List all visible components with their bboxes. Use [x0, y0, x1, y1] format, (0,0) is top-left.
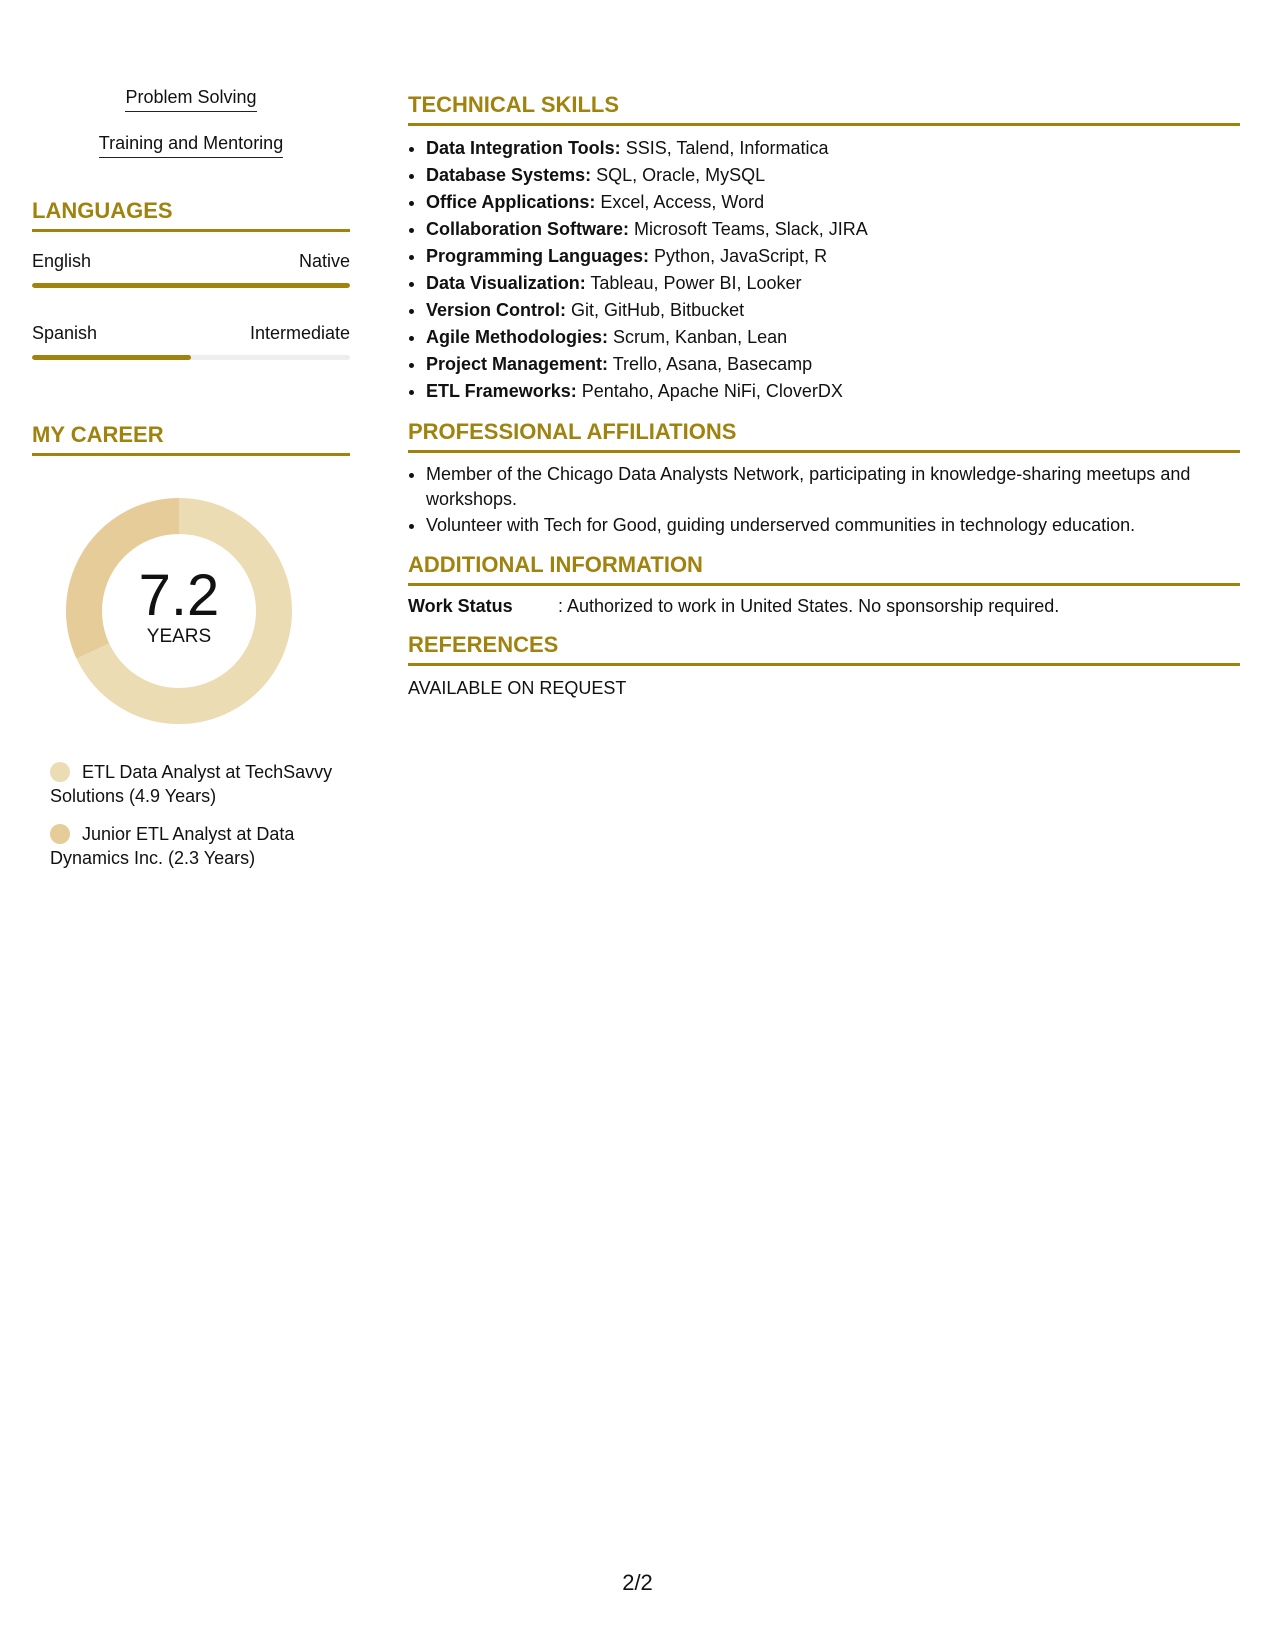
skill-category: Data Visualization:	[426, 273, 586, 293]
affiliations-heading: PROFESSIONAL AFFILIATIONS	[408, 419, 1240, 453]
career-legend	[50, 760, 340, 870]
skill-item	[426, 297, 1240, 324]
skill-values: Pentaho, Apache NiFi, CloverDX	[581, 381, 843, 401]
skill-item	[426, 162, 1240, 189]
references-heading: REFERENCES	[408, 632, 1240, 666]
info-key: Work Status	[408, 596, 513, 616]
language-level: Native	[298, 251, 350, 271]
language-proficiency-fill	[32, 355, 191, 360]
skill-item	[426, 351, 1240, 378]
language-proficiency-fill	[32, 283, 350, 288]
skill-category: Collaboration Software:	[426, 219, 630, 239]
affiliations-list	[408, 462, 1240, 538]
skill-item	[426, 270, 1240, 297]
affiliation-item: • Member of the Chicago Data Analysts Network, participating in knowledge-sharing meetups and workshops.	[426, 462, 1240, 512]
skill-values: SQL, Oracle, MySQL	[596, 165, 766, 185]
language-level: Intermediate	[249, 323, 350, 343]
legend-dot-icon	[50, 824, 70, 844]
info-row	[408, 594, 1240, 618]
languages-heading: LANGUAGES	[32, 198, 350, 232]
career-total-value: 7.2	[138, 563, 220, 628]
skill-category: Database Systems:	[426, 165, 592, 185]
skill-category: Project Management:	[426, 354, 609, 374]
info-value: : Authorized to work in United States. No sponsorship required.	[558, 596, 1060, 616]
skill-category: Version Control:	[426, 300, 567, 320]
technical-skills-list	[408, 135, 1240, 405]
skill-category: Programming Languages:	[426, 246, 650, 266]
language-name: English	[32, 251, 92, 271]
right-column	[408, 92, 1240, 700]
skill-category: Office Applications:	[426, 192, 596, 212]
language-item	[32, 322, 350, 360]
skill-values: SSIS, Talend, Informatica	[625, 138, 829, 158]
skill-item	[426, 189, 1240, 216]
language-item	[32, 250, 350, 288]
skill-values: Scrum, Kanban, Lean	[613, 327, 788, 347]
skill-item	[426, 324, 1240, 351]
left-column	[32, 86, 350, 884]
language-name: Spanish	[32, 323, 98, 343]
career-legend-label: ETL Data Analyst at TechSavvy Solutions (4.9 Years)	[50, 762, 333, 806]
technical-skills-heading: TECHNICAL SKILLS	[408, 92, 1240, 126]
soft-skill-tag	[32, 132, 350, 158]
references-text: AVAILABLE ON REQUEST	[408, 678, 627, 698]
skill-values: Python, JavaScript, R	[654, 246, 828, 266]
career-heading: MY CAREER	[32, 422, 350, 456]
skill-category: Agile Methodologies:	[426, 327, 608, 347]
skill-category: Data Integration Tools:	[426, 138, 621, 158]
legend-dot-icon	[50, 762, 70, 782]
career-donut-chart	[66, 498, 292, 724]
career-total-unit: YEARS	[146, 626, 212, 647]
skill-values: Git, GitHub, Bitbucket	[571, 300, 745, 320]
language-proficiency-bar	[32, 283, 350, 288]
skill-item	[426, 378, 1240, 405]
career-legend-item	[50, 760, 340, 808]
skill-values: Microsoft Teams, Slack, JIRA	[634, 219, 868, 239]
career-legend-label: Junior ETL Analyst at Data Dynamics Inc. (2.3 Years)	[50, 824, 295, 868]
skill-values: Trello, Asana, Basecamp	[612, 354, 813, 374]
soft-skill-label: Problem Solving	[125, 86, 256, 112]
soft-skill-tag	[32, 86, 350, 112]
language-proficiency-bar	[32, 355, 350, 360]
skill-values: Excel, Access, Word	[600, 192, 765, 212]
skill-item	[426, 243, 1240, 270]
skill-item	[426, 135, 1240, 162]
page-number: 2/2	[622, 1570, 653, 1595]
career-total	[66, 498, 292, 724]
skill-values: Tableau, Power BI, Looker	[590, 273, 802, 293]
affiliation-item: • Volunteer with Tech for Good, guiding underserved communities in technology education.	[426, 513, 1240, 538]
soft-skill-label: Training and Mentoring	[99, 132, 283, 158]
career-legend-item	[50, 822, 340, 870]
skill-item	[426, 216, 1240, 243]
additional-info-heading: ADDITIONAL INFORMATION	[408, 552, 1240, 586]
skill-category: ETL Frameworks:	[426, 381, 577, 401]
